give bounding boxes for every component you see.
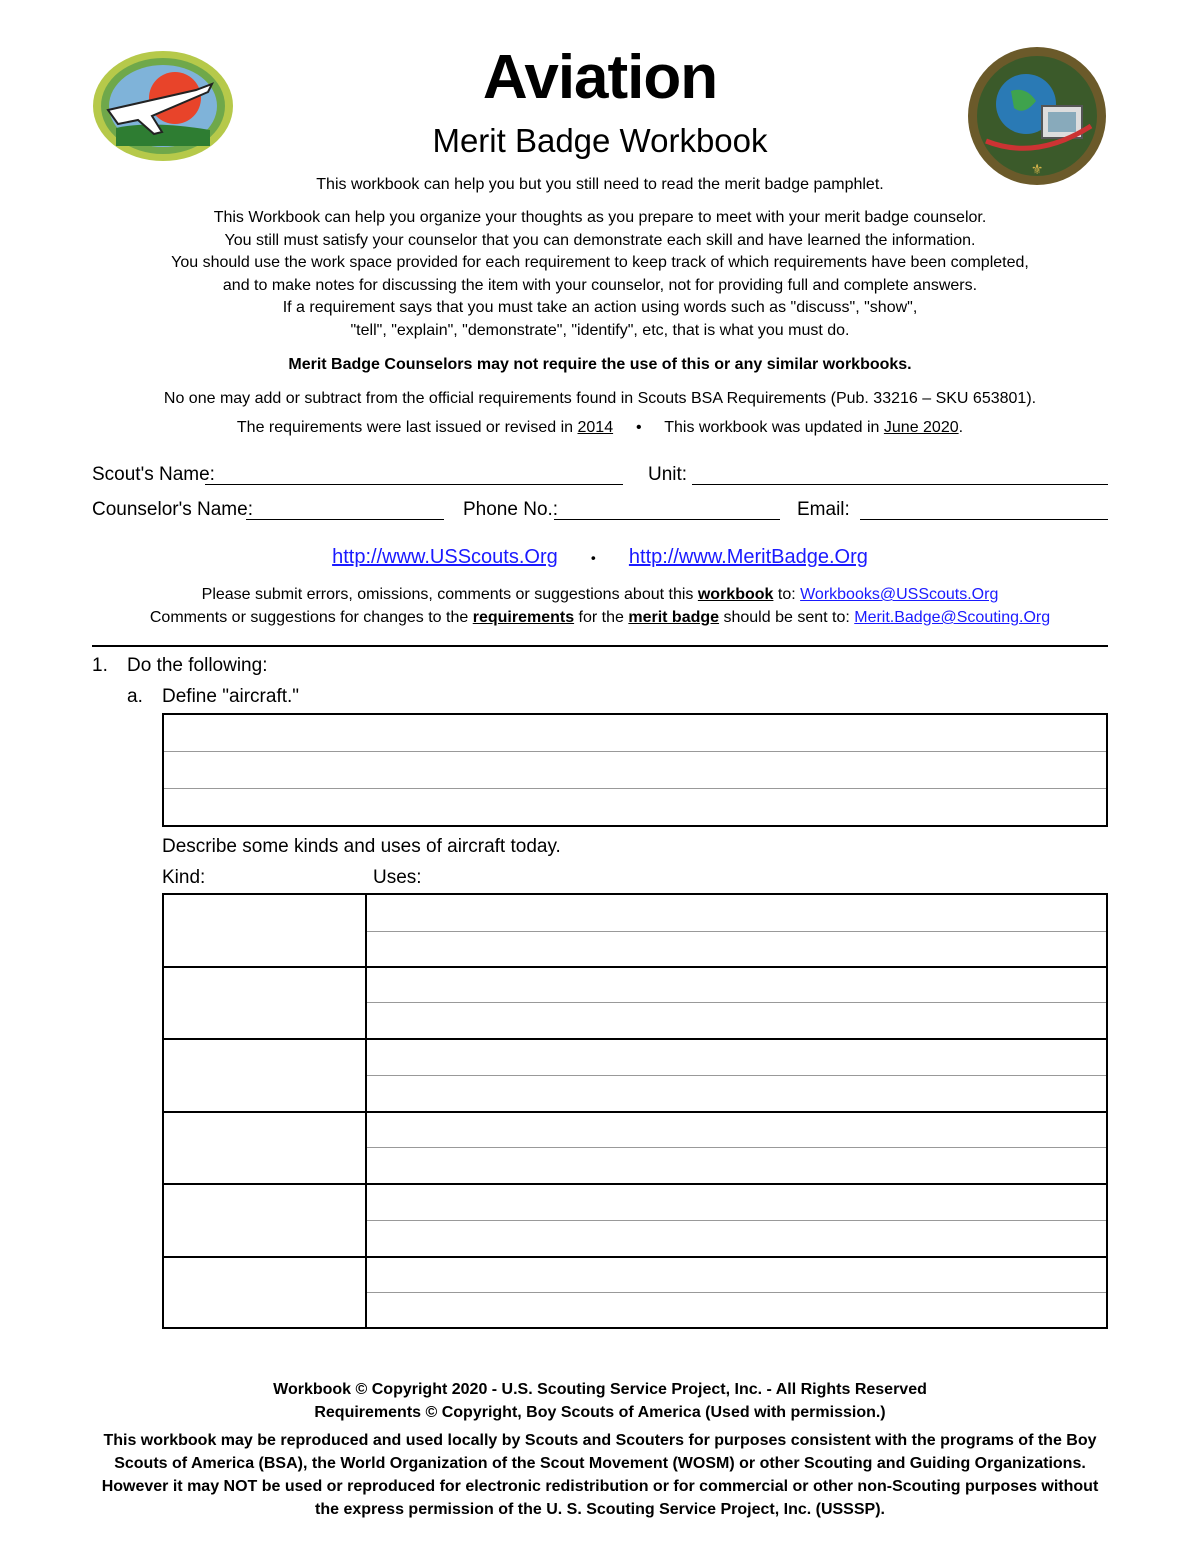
- merit-badge-emphasis: merit badge: [628, 609, 720, 626]
- official-requirements-notice: No one may add or subtract from the official requirements found in Scouts BSA Requirements (Pub. 33216 – SKU 653801).: [163, 390, 1037, 407]
- instructions-line: You still must satisfy your counselor that you can demonstrate each skill and have learned the information.: [224, 231, 976, 249]
- instructions-line: "tell", "explain", "demonstrate", "identify", etc, that is what you must do.: [350, 321, 850, 339]
- kinds-uses-table: [162, 893, 1108, 1329]
- uses-line: [367, 931, 1106, 932]
- page-subtitle: Merit Badge Workbook: [432, 122, 768, 159]
- bullet-separator: •: [636, 419, 642, 436]
- intro-text: This workbook can help you but you still need to read the merit badge pamphlet.: [316, 176, 884, 193]
- answer-line: [164, 788, 1106, 789]
- submit-line2-mid2: should be sent to:: [719, 609, 855, 626]
- meritbadge-link[interactable]: http://www.MeritBadge.Org: [628, 546, 868, 568]
- updated-prefix: This workbook was updated in: [664, 419, 884, 436]
- usscouts-link[interactable]: http://www.USScouts.Org: [332, 546, 558, 568]
- scout-name-field[interactable]: [205, 484, 623, 485]
- submit-line1-prefix: Please submit errors, omissions, comments or suggestions about this: [201, 586, 698, 603]
- describe-kinds-text: Describe some kinds and uses of aircraft today.: [162, 836, 561, 857]
- notice-line: the express permission of the U. S. Scouting Service Project, Inc. (USSSP).: [315, 1501, 885, 1518]
- uses-line: [367, 1220, 1106, 1221]
- submit-line1-mid: to:: [773, 586, 801, 603]
- req1a-text: Define "aircraft.": [162, 686, 300, 707]
- instructions-line: If a requirement says that you must take an action using words such as "discuss", "show",: [282, 299, 918, 316]
- links-separator: •: [590, 549, 596, 566]
- notice-line: This workbook may be reproduced and used locally by Scouts and Scouters for purposes consistent with the programs of the Boy: [103, 1432, 1097, 1449]
- table-row-divider: [164, 1038, 1106, 1040]
- instructions-line: and to make notes for discussing the item with your counselor, not for providing full and complete answers.: [222, 276, 978, 294]
- req1a-letter: a.: [127, 686, 143, 707]
- revision-info: [0, 417, 1200, 440]
- counselor-notice: Merit Badge Counselors may not require the use of this or any similar workbooks.: [288, 356, 912, 373]
- workbooks-email-link[interactable]: Workbooks@USScouts.Org: [800, 586, 999, 603]
- kind-column-label: Kind:: [162, 867, 206, 888]
- instructions-line: You should use the work space provided for each requirement to keep track of which requirements have been completed,: [171, 254, 1029, 271]
- table-row-divider: [164, 1111, 1106, 1113]
- svg-text:⚜: ⚜: [1030, 162, 1044, 178]
- uses-line: [367, 1002, 1106, 1003]
- counselor-name-label: Counselor's Name:: [92, 499, 253, 520]
- scout-name-label: Scout's Name:: [92, 464, 215, 485]
- table-row-divider: [164, 1256, 1106, 1258]
- define-aircraft-answer-box[interactable]: [162, 713, 1108, 827]
- uses-line: [367, 1292, 1106, 1293]
- merit-badge-email-link[interactable]: Merit.Badge@Scouting.Org: [854, 609, 1051, 626]
- copyright-requirements: Requirements © Copyright, Boy Scouts of America (Used with permission.): [314, 1404, 886, 1421]
- submit-line2-prefix: Comments or suggestions for changes to the: [149, 609, 473, 626]
- unit-field[interactable]: [692, 484, 1108, 485]
- email-label: Email:: [797, 499, 850, 520]
- submit-line-2: [0, 607, 1200, 630]
- revised-prefix: The requirements were last issued or revised in: [236, 419, 578, 436]
- uses-line: [367, 1075, 1106, 1076]
- page-title: Aviation: [482, 43, 718, 112]
- requirements-emphasis: requirements: [472, 609, 575, 626]
- updated-suffix: .: [958, 419, 964, 436]
- updated-date: June 2020: [883, 419, 959, 436]
- section-divider: [92, 645, 1108, 647]
- submit-line-1: [0, 584, 1200, 607]
- workbook-emphasis: workbook: [697, 586, 774, 603]
- table-row-divider: [164, 966, 1106, 968]
- phone-label: Phone No.:: [463, 499, 559, 520]
- table-row-divider: [164, 1183, 1106, 1185]
- req1-number: 1.: [92, 655, 108, 676]
- revised-year: 2014: [577, 419, 614, 436]
- uses-column-label: Uses:: [373, 867, 422, 888]
- notice-line: Scouts of America (BSA), the World Organization of the Scout Movement (WOSM) or other Scouting and Guiding Organizations.: [114, 1455, 1086, 1472]
- reproduction-notice: [0, 1429, 1200, 1521]
- links-row: [0, 546, 1200, 569]
- req1-text: Do the following:: [127, 655, 268, 676]
- unit-label: Unit:: [648, 464, 688, 485]
- copyright-workbook: Workbook © Copyright 2020 - U.S. Scouting Service Project, Inc. - All Rights Reserved: [273, 1381, 927, 1398]
- email-field[interactable]: [860, 519, 1108, 520]
- instructions-line: This Workbook can help you organize your thoughts as you prepare to meet with your merit badge counselor.: [213, 209, 987, 226]
- submit-line2-mid: for the: [574, 609, 629, 626]
- uses-line: [367, 1147, 1106, 1148]
- notice-line: However it may NOT be used or reproduced for electronic redistribution or for commercial or other non-Scouting purposes without: [101, 1478, 1099, 1495]
- answer-line: [164, 751, 1106, 752]
- phone-field[interactable]: [554, 519, 780, 520]
- instructions-paragraph: [0, 207, 1200, 342]
- counselor-name-field[interactable]: [246, 519, 444, 520]
